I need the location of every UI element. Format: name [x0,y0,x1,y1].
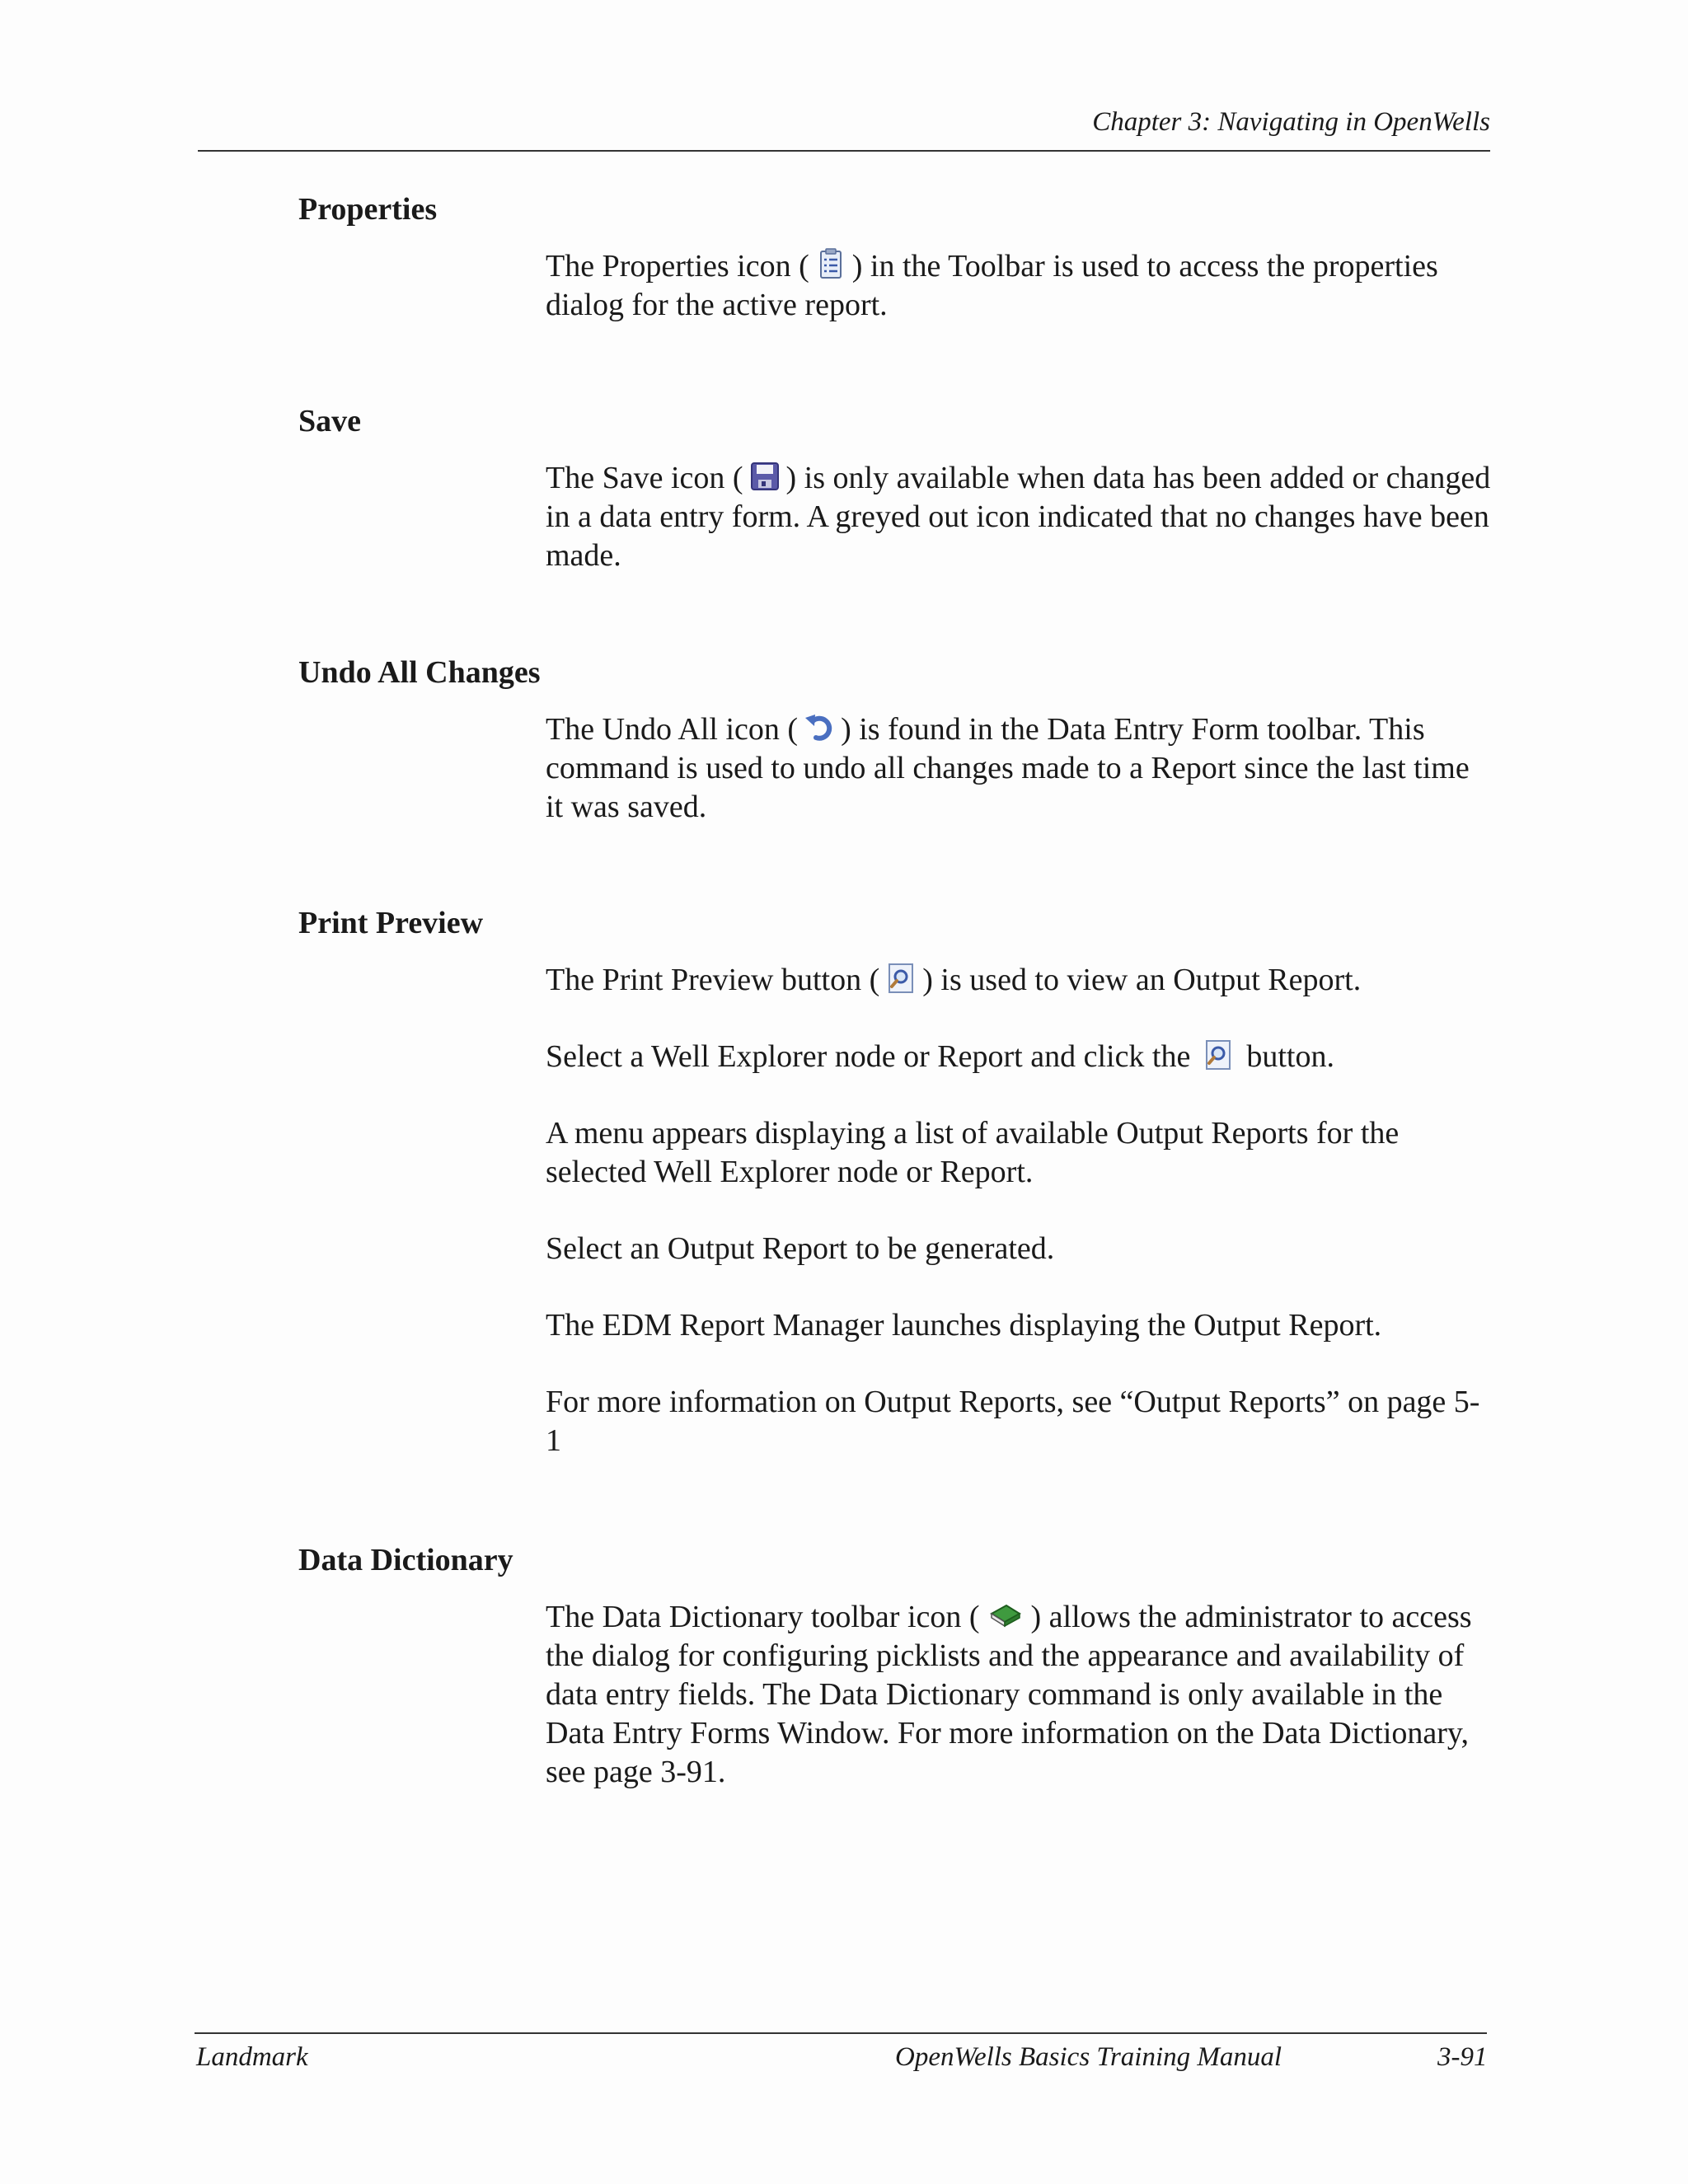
paragraph [546,961,1493,1000]
section-body [546,961,1493,1460]
text-run: ) in the Toolbar is used to access the properties dialog for the active report. [546,249,1438,322]
save-icon [748,460,781,493]
text-run: Select a Well Explorer node or Report and click the [546,1039,1191,1074]
text-run: button. [1246,1039,1334,1074]
section-body [546,1598,1493,1792]
text-run: The Print Preview button ( [546,963,880,997]
section-title: Properties [298,192,438,227]
section-title: Print Preview [298,906,484,940]
print-preview-icon [884,962,917,995]
properties-icon [814,248,847,281]
text-run: The Data Dictionary toolbar icon ( [546,1600,980,1634]
section-body [546,459,1493,575]
print-preview-icon [1202,1038,1235,1071]
running-header: Chapter 3: Navigating in OpenWells [1092,107,1490,137]
text-run: The Properties icon ( [546,249,809,284]
paragraph: The EDM Report Manager launches displaying the Output Report. [546,1308,1382,1343]
section-body [546,247,1493,325]
section-title: Data Dictionary [298,1543,513,1577]
paragraph: A menu appears displaying a list of available Output Reports for the selected Well Explorer node or Report. [546,1116,1400,1189]
footer-manual-title: OpenWells Basics Training Manual [895,2042,1282,2072]
text-run: The Undo All icon ( [546,712,799,747]
paragraph [546,710,1493,827]
page-number: 3-91 [1437,2042,1488,2072]
text-run: ) allows the administrator to access the dialog for configuring picklists and the appearance and availability of data entry fields. The Data Dictionary command is only available in the Data Entry Forms Window. For more information on the Data Dictionary, see page 3-91. [546,1600,1472,1789]
paragraph [546,247,1493,325]
header-rule [198,150,1490,152]
paragraph [546,1038,1493,1076]
data-dictionary-icon [988,1599,1021,1632]
undo-all-icon [803,711,836,744]
paragraph: Select an Output Report to be generated. [546,1231,1055,1266]
text-run: The Save icon ( [546,461,743,495]
text-run: ) is found in the Data Entry Form toolbar. This command is used to undo all changes made to a Report since the last time it was saved. [546,712,1470,824]
text-run: ) is only available when data has been added or changed in a data entry form. A greyed out icon indicated that no changes have been made. [546,461,1491,573]
section-title: Undo All Changes [298,655,541,690]
section-body [546,710,1493,827]
footer-rule [195,2032,1487,2034]
footer-company: Landmark [196,2042,308,2072]
paragraph: For more information on Output Reports, see “Output Reports” on page 5-1 [546,1385,1480,1458]
text-run: ) is used to view an Output Report. [922,963,1362,997]
paragraph [546,1598,1493,1792]
section-title: Save [298,404,361,438]
paragraph [546,459,1493,575]
